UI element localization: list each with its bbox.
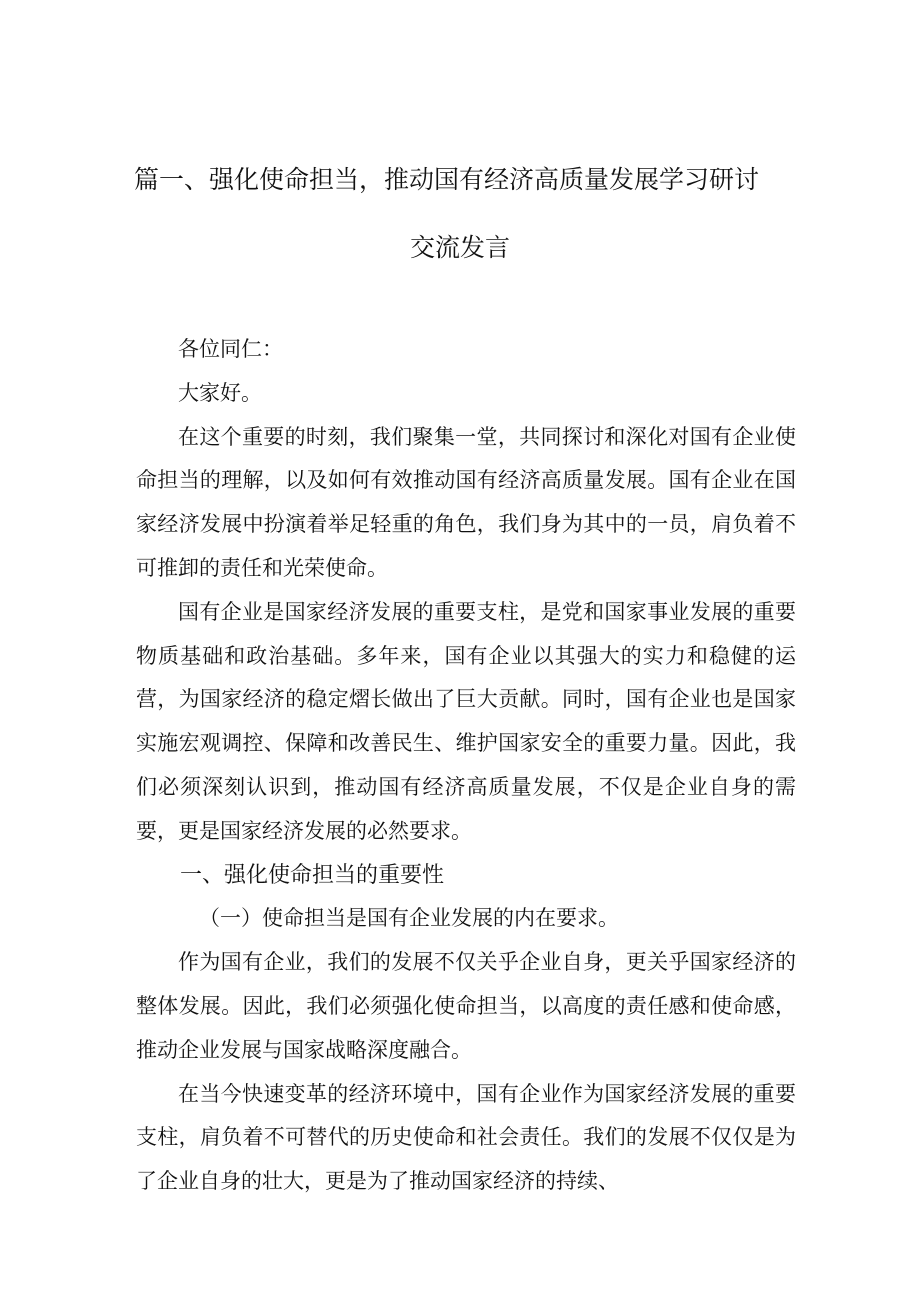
section-heading: 一、强化使命担当的重要性 — [180, 862, 445, 888]
document-title-line-2: 交流发言 — [409, 233, 510, 262]
subsection-heading: （一）使命担当是国有企业发展的内在要求。 — [199, 906, 619, 931]
document-body — [136, 328, 796, 1204]
paragraph-4: 在当今快速变革的经济环境中，国有企业作为国家经济发展的重要支柱，肩负着不可替代的历史使命和社会责任。我们的发展不仅仅是为了企业自身的壮大，更是为了推动国家经济的持续、 — [136, 1081, 796, 1194]
paragraph-1: 在这个重要的时刻，我们聚集一堂，共同探讨和深化对国有企业使命担当的理解，以及如何有效推动国有经济高质量发展。国有企业在国家经济发展中扮演着举足轻重的角色，我们身为其中的一员，肩负着不可推卸的责任和光荣使命。 — [136, 424, 796, 580]
paragraph-3: 作为国有企业，我们的发展不仅关乎企业自身，更关乎国家经济的整体发展。因此，我们必须强化使命担当，以高度的责任感和使命感，推动企业发展与国家战略深度融合。 — [136, 950, 796, 1062]
greeting: 大家好。 — [178, 380, 262, 405]
paragraph-2: 国有企业是国家经济发展的重要支柱，是党和国家事业发展的重要物质基础和政治基础。多年来，国有企业以其强大的实力和稳健的运营，为国家经济的稳定熠长做出了巨大贡献。同时，国有企业也是国家实施宏观调控、保障和改善民生、维护国家安全的重要力量。因此，我们必须深刻认识到，推动国有经济高质量发展，不仅是企业自身的需要，更是国家经济发展的必然要求。 — [136, 599, 796, 843]
document-title-line-1: 篇一、强化使命担当，推动国有经济高质量发展学习研讨 — [134, 165, 760, 194]
salutation: 各位同仁： — [178, 337, 283, 361]
